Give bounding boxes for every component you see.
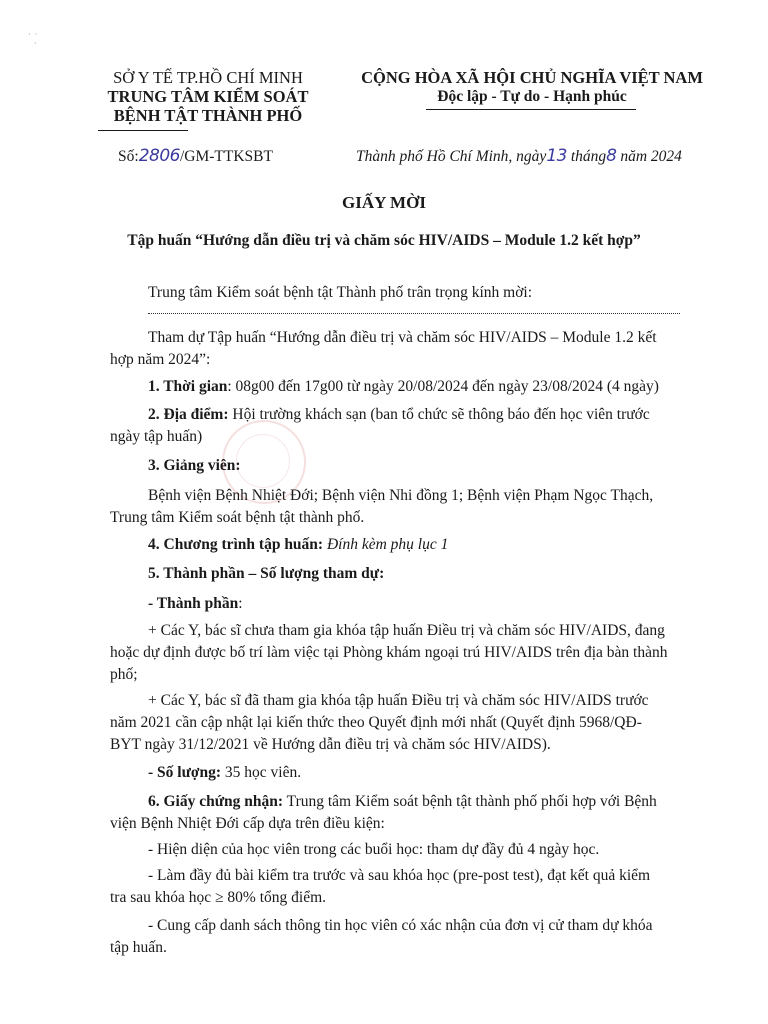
agency-name-line2: BỆNH TẬT THÀNH PHỐ (113, 106, 303, 125)
quantity-item (148, 762, 301, 784)
national-header (346, 68, 718, 106)
comp-item2-line2: năm 2021 cần cập nhật lại kiến thức theo Quyết định mới nhất (Quyết định 5968/QĐ- (110, 714, 642, 731)
invitee-dotted-line (148, 312, 680, 314)
agency-underline (98, 130, 188, 131)
attend-line-2: hợp năm 2024”: (110, 351, 211, 368)
comp-item1-line3: phố; (110, 666, 138, 683)
date-text-2: tháng (570, 148, 607, 165)
lecturer-label: 3. Giảng viên: (148, 457, 241, 474)
cert-item (148, 791, 657, 813)
time-item (148, 376, 659, 398)
program-value: Đính kèm phụ lục 1 (323, 536, 449, 553)
date-month: 8 (606, 146, 617, 166)
date-day: 13 (546, 146, 567, 166)
program-label: 4. Chương trình tập huấn: (148, 536, 324, 553)
comp-item2-line1: + Các Y, bác sĩ đã tham gia khóa tập huấn Điều trị và chăm sóc HIV/AIDS trước (148, 692, 649, 709)
date-text-1: Thành phố Hồ Chí Minh, ngày (356, 148, 547, 165)
cert-label: 6. Giấy chứng nhận: (148, 793, 284, 810)
place-value-2: ngày tập huấn) (110, 428, 203, 445)
comp-item1-line1: + Các Y, bác sĩ chưa tham gia khóa tập huấn Điều trị và chăm sóc HIV/AIDS, đang (148, 622, 665, 639)
program-item (148, 534, 448, 556)
composition-sublabel (148, 593, 243, 615)
condition-3-line2: tập huấn. (110, 939, 167, 956)
condition-1: - Hiện diện của học viên trong các buổi học: tham dự đầy đủ 4 ngày học. (148, 841, 600, 858)
quantity-value: 35 học viên. (221, 764, 302, 781)
scan-specks: · · · (28, 30, 38, 48)
place-value-1: Hội trường khách sạn (ban tổ chức sẽ thông báo đến học viên trước (228, 406, 650, 423)
doc-number-handwritten: 2806 (138, 146, 180, 166)
national-motto: Độc lập - Tự do - Hạnh phúc (437, 88, 627, 105)
cert-value-2: viện Bệnh Nhiệt Đới cấp dựa trên điều kiện: (110, 815, 385, 832)
attend-line-1: Tham dự Tập huấn “Hướng dẫn điều trị và chăm sóc HIV/AIDS – Module 1.2 kết (148, 329, 657, 346)
time-label: 1. Thời gian (148, 378, 228, 395)
doc-number-prefix: Số: (118, 148, 139, 165)
doc-number-suffix: /GM-TTKSBT (179, 148, 273, 165)
condition-2-line2 (110, 887, 326, 909)
cond2-text-a: tra sau khóa học (110, 889, 216, 906)
document-title: GIẤY MỜI (342, 193, 426, 212)
lecturer-line-1: Bệnh viện Bệnh Nhiệt Đới; Bệnh viện Nhi đồng 1; Bệnh viện Phạm Ngọc Thạch, (148, 487, 654, 504)
cond2-ge-symbol: ≥ (215, 889, 224, 906)
composition-label: 5. Thành phần – Số lượng tham dự: (148, 565, 385, 582)
place-label: 2. Địa điểm: (148, 406, 229, 423)
date-text-3: năm 2024 (620, 148, 682, 165)
agency-parent: SỞ Y TẾ TP.HỒ CHÍ MINH (113, 68, 303, 87)
condition-2-line1: - Làm đầy đủ bài kiểm tra trước và sau khóa học (pre-post test), đạt kết quả kiểm (148, 867, 651, 884)
comp-item1-line2: hoặc dự định được bố trí làm việc tại Phòng khám ngoại trú HIV/AIDS trên địa bàn thành (110, 644, 668, 661)
document-subtitle: Tập huấn “Hướng dẫn điều trị và chăm sóc HIV/AIDS – Module 1.2 kết hợp” (127, 232, 641, 249)
time-value: : 08g00 đến 17g00 từ ngày 20/08/2024 đến ngày 23/08/2024 (4 ngày) (227, 378, 659, 395)
agency-name-line1: TRUNG TÂM KIỂM SOÁT (107, 87, 309, 106)
lecturer-line-2: Trung tâm Kiểm soát bệnh tật thành phố. (110, 509, 365, 526)
date-line (356, 146, 682, 166)
comp-sub-colon: : (238, 595, 243, 612)
document-number (118, 146, 273, 166)
condition-3-line1: - Cung cấp danh sách thông tin học viên có xác nhận của đơn vị cử tham dự khóa (148, 917, 653, 934)
comp-sub-label: - Thành phần (148, 595, 239, 612)
cond2-text-b: 80% tổng điểm. (223, 889, 327, 906)
motto-underline (426, 109, 636, 110)
cert-value-1: Trung tâm Kiểm soát bệnh tật thành phố phối hợp với Bệnh (283, 793, 657, 810)
agency-header (88, 68, 328, 125)
national-title: CỘNG HÒA XÃ HỘI CHỦ NGHĨA VIỆT NAM (361, 68, 703, 87)
quantity-label: - Số lượng: (148, 764, 222, 781)
comp-item2-line3: BYT ngày 31/12/2021 về Hướng dẫn điều trị và chăm sóc HIV/AIDS). (110, 736, 551, 753)
intro-text: Trung tâm Kiểm soát bệnh tật Thành phố trân trọng kính mời: (148, 284, 533, 301)
place-item (148, 404, 650, 426)
